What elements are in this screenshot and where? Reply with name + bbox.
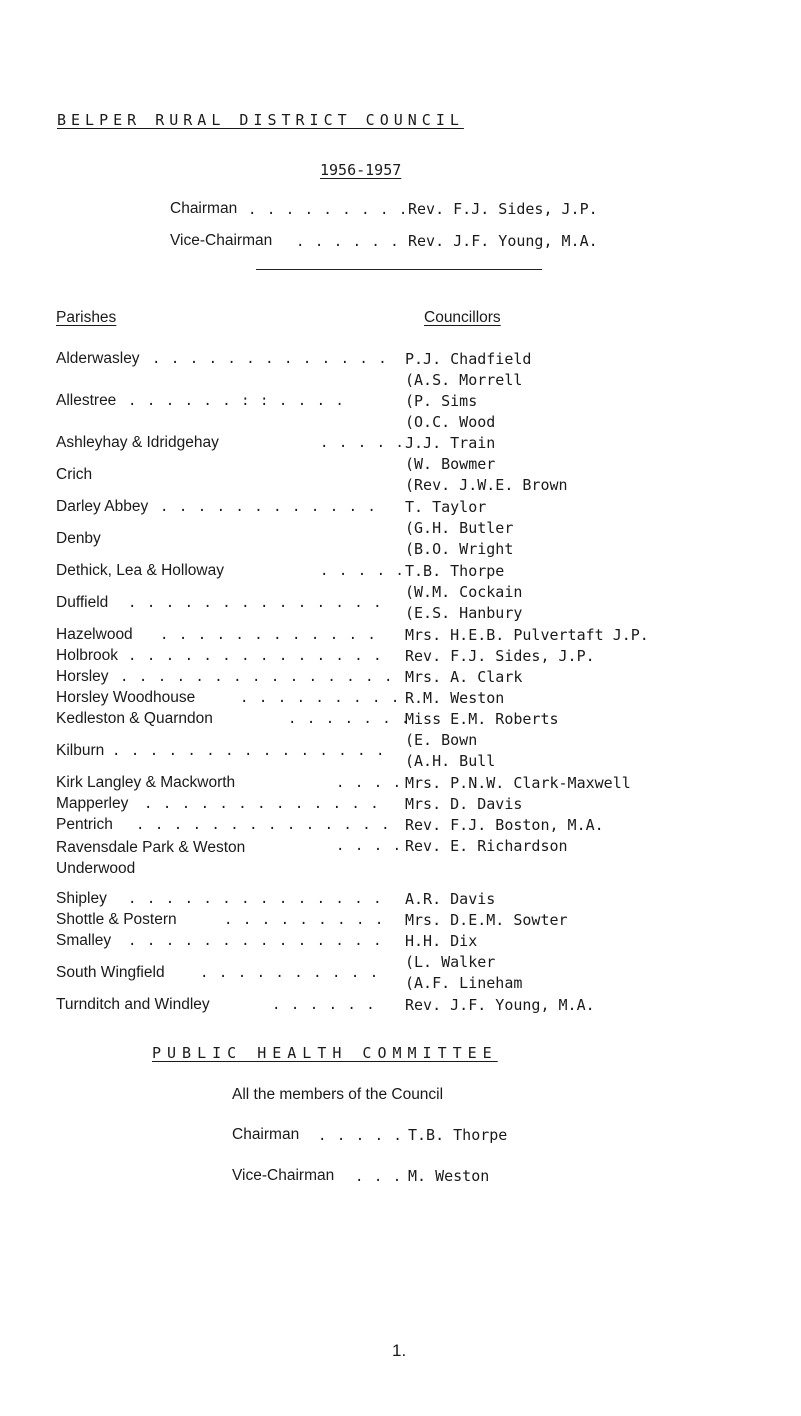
parish-name: South Wingfield: [56, 964, 165, 981]
leader-dots: . . . . . . . . . . . . . . .: [120, 669, 394, 685]
parish-name: Ravensdale Park & Weston Underwood: [56, 839, 246, 877]
leader-dots: . . . . . . . . .: [240, 690, 401, 706]
councillor-name: Rev. J.F. Young, M.A.: [405, 996, 595, 1014]
councillor-name: Rev. F.J. Boston, M.A.: [405, 816, 604, 834]
leader-dots: . . . .: [336, 838, 403, 854]
vice-chairman-name: Rev. J.F. Young, M.A.: [408, 232, 598, 250]
councillor-name: (A.H. Bull: [405, 752, 496, 770]
councillor-name: (L. Walker: [405, 953, 496, 971]
leader-dots: . . . . .: [320, 435, 405, 451]
leader-dots: . . . . . . . . .: [224, 912, 385, 928]
parish-name: Allestree: [56, 392, 117, 409]
leader-dots: . . . . . . . . . . . . . .: [136, 817, 391, 833]
committee-chairman-label: Chairman: [232, 1126, 300, 1143]
leader-dots: . . . . . . . . .: [248, 202, 409, 218]
councillor-name: (Rev. J.W.E. Brown: [405, 476, 568, 494]
chairman-label: Chairman: [170, 200, 238, 217]
parish-name: Denby: [56, 530, 101, 547]
parish-name: Kedleston & Quarndon: [56, 710, 213, 727]
parish-name: Shottle & Postern: [56, 911, 177, 928]
committee-members-note: All the members of the Council: [232, 1086, 444, 1103]
leader-dots: . . . . . . .: [288, 711, 411, 727]
committee-chairman-name: T.B. Thorpe: [408, 1126, 508, 1144]
committee-vice-chairman-label: Vice-Chairman: [232, 1167, 335, 1184]
leader-dots: . . . . . . . . . . . . . .: [128, 933, 383, 949]
leader-dots: . . . . . . . . . . . . . .: [128, 648, 383, 664]
councillor-name: Mrs. D. Davis: [405, 795, 523, 813]
chairman-name: Rev. F.J. Sides, J.P.: [408, 200, 598, 218]
councillor-name: (G.H. Butler: [405, 519, 514, 537]
parish-name: Hazelwood: [56, 626, 133, 643]
councillor-name: (W.M. Cockain: [405, 583, 523, 601]
parish-name: Crich: [56, 466, 93, 483]
committee-vice-chairman-name: M. Weston: [408, 1167, 490, 1185]
councillor-name: (E. Bown: [405, 731, 478, 749]
councillor-name: J.J. Train: [405, 434, 496, 452]
councillor-name: (B.O. Wright: [405, 540, 514, 558]
parish-name: Horsley Woodhouse: [56, 689, 196, 706]
header-divider: [256, 269, 542, 270]
councillor-name: (A.S. Morrell: [405, 371, 523, 389]
leader-dots: . . .: [355, 1169, 403, 1185]
parish-name: Kilburn: [56, 742, 105, 759]
councillor-name: (O.C. Wood: [405, 413, 496, 431]
committee-title: PUBLIC HEALTH COMMITTEE: [152, 1044, 498, 1062]
parish-name: Turnditch and Windley: [56, 996, 210, 1013]
parish-name: Pentrich: [56, 816, 113, 833]
leader-dots: . . . . . . . . . . . . . .: [128, 891, 383, 907]
parish-name: Dethick, Lea & Holloway: [56, 562, 224, 579]
leader-dots: . . . . . . . . . . . . .: [144, 796, 380, 812]
leader-dots: . . . . .: [318, 1128, 403, 1144]
parish-name: Horsley: [56, 668, 109, 685]
councillor-name: Mrs. P.N.W. Clark-Maxwell: [405, 774, 631, 792]
councillor-name: Mrs. D.E.M. Sowter: [405, 911, 568, 929]
councillor-name: (A.F. Lineham: [405, 974, 523, 992]
councillor-name: (P. Sims: [405, 392, 478, 410]
year-range: 1956-1957: [320, 161, 402, 179]
page-number: 1.: [392, 1341, 407, 1360]
vice-chairman-label: Vice-Chairman: [170, 232, 273, 249]
councillor-name: T. Taylor: [405, 498, 487, 516]
councillor-name: Rev. E. Richardson: [405, 837, 568, 855]
parish-name: Shipley: [56, 890, 107, 907]
councillor-name: H.H. Dix: [405, 932, 478, 950]
councillor-name: Mrs. H.E.B. Pulvertaft J.P.: [405, 626, 649, 644]
councillor-name: R.M. Weston: [405, 689, 505, 707]
leader-dots: . . . . . .: [272, 997, 376, 1013]
councillor-name: T.B. Thorpe: [405, 562, 505, 580]
leader-dots: . . . . . . . . . .: [200, 965, 380, 981]
council-title: BELPER RURAL DISTRICT COUNCIL: [57, 111, 464, 129]
leader-dots: . . . . . . : : . . . .: [128, 393, 345, 409]
councillor-name: (E.S. Hanbury: [405, 604, 523, 622]
leader-dots: . . . . . . . . . . . .: [160, 627, 377, 643]
councillor-name: Miss E.M. Roberts: [405, 710, 559, 728]
parish-name: Duffield: [56, 594, 109, 611]
parishes-heading: Parishes: [56, 309, 117, 326]
leader-dots: . . . . . .: [296, 234, 400, 250]
councillor-name: A.R. Davis: [405, 890, 496, 908]
parish-name: Holbrook: [56, 647, 119, 664]
parish-name: Mapperley: [56, 795, 129, 812]
councillor-name: Mrs. A. Clark: [405, 668, 523, 686]
councillor-name: Rev. F.J. Sides, J.P.: [405, 647, 595, 665]
parish-name: Kirk Langley & Mackworth: [56, 774, 236, 791]
leader-dots: . . . .: [336, 775, 403, 791]
councillors-heading: Councillors: [424, 309, 501, 326]
leader-dots: . . . . . . . . . . . . .: [152, 351, 388, 367]
leader-dots: . . . . . . . . . . . . . . .: [112, 743, 386, 759]
parish-name: Smalley: [56, 932, 112, 949]
parish-name: Darley Abbey: [56, 498, 149, 515]
leader-dots: . . . . . . . . . . . .: [160, 499, 377, 515]
leader-dots: . . . . . . . . . . . . . .: [128, 595, 383, 611]
parish-name: Alderwasley: [56, 350, 140, 367]
leader-dots: . . . . .: [320, 563, 405, 579]
parish-name: Ashleyhay & Idridgehay: [56, 434, 219, 451]
councillor-name: (W. Bowmer: [405, 455, 496, 473]
councillor-name: P.J. Chadfield: [405, 350, 532, 368]
